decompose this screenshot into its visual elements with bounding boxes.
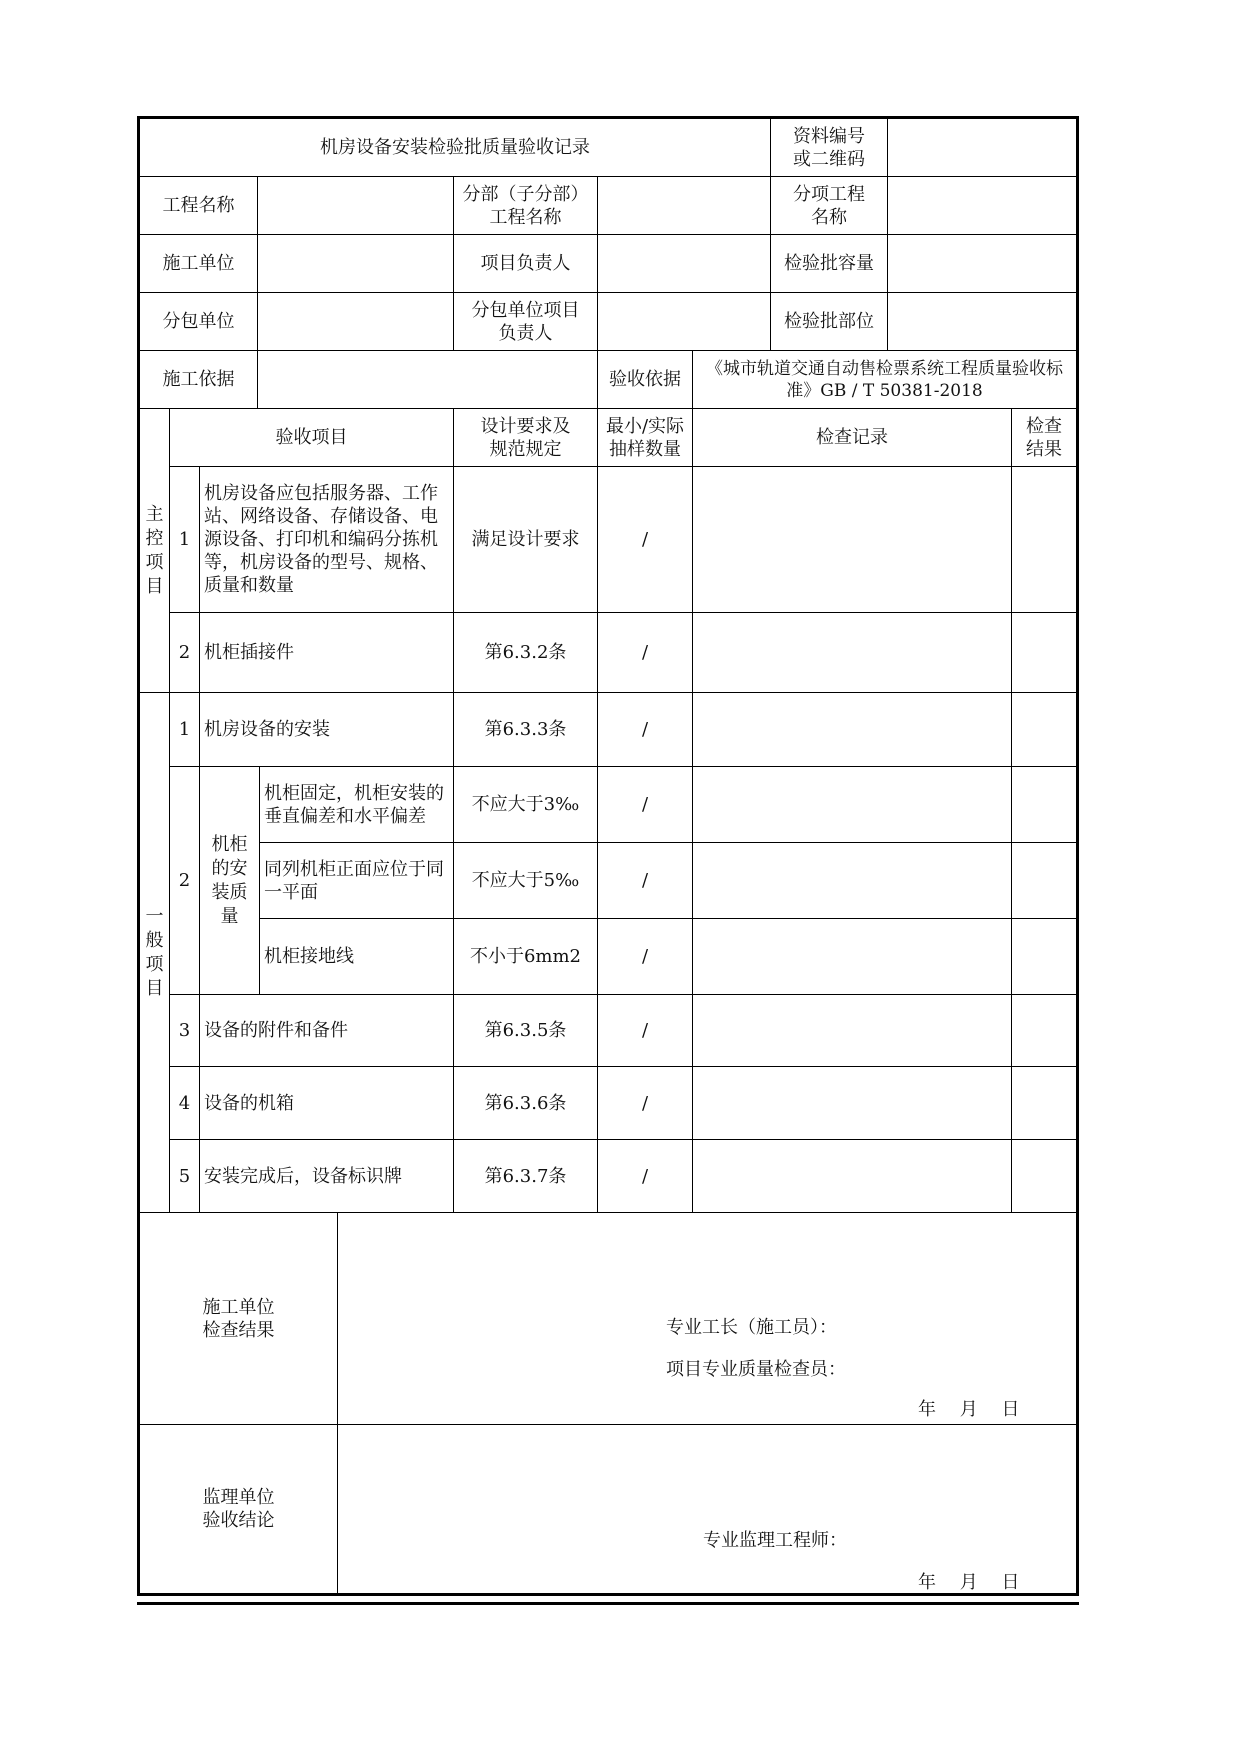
subcontractor-label: 分包单位 bbox=[140, 293, 258, 351]
column-header-record: 检查记录 bbox=[693, 409, 1012, 467]
general-row-5-item: 安装完成后，设备标识牌 bbox=[200, 1140, 454, 1213]
subitem-label: 分项工程 名称 bbox=[771, 177, 888, 235]
batch-location-field[interactable] bbox=[888, 293, 1076, 351]
contractor-field[interactable] bbox=[258, 235, 454, 293]
general-row-2a-item: 机柜固定，机柜安装的垂直偏差和水平偏差 bbox=[260, 767, 454, 843]
doc-number-label: 资料编号 或二维码 bbox=[771, 119, 888, 177]
project-name-field[interactable] bbox=[258, 177, 454, 235]
subitem-field[interactable] bbox=[888, 177, 1076, 235]
sub-manager-label: 分包单位项目 负责人 bbox=[454, 293, 598, 351]
acceptance-basis-value: 《城市轨道交通自动售检票系统工程质量验收标准》GB / T 50381-2018 bbox=[693, 351, 1076, 409]
general-row-3-result[interactable] bbox=[1012, 995, 1076, 1067]
acceptance-record-form bbox=[137, 116, 1079, 1596]
column-header-design: 设计要求及 规范规定 bbox=[454, 409, 598, 467]
general-row-4-record[interactable] bbox=[693, 1067, 1012, 1140]
construction-basis-label: 施工依据 bbox=[140, 351, 258, 409]
main-row-1-result[interactable] bbox=[1012, 467, 1076, 613]
main-row-1-design: 满足设计要求 bbox=[454, 467, 598, 613]
contractor-date: 年 月 日 bbox=[918, 1399, 1020, 1420]
general-row-2a-sample[interactable]: / bbox=[598, 767, 693, 843]
cabinet-quality-group-label: 机柜 的安 装质 量 bbox=[200, 767, 260, 995]
main-row-1-record[interactable] bbox=[693, 467, 1012, 613]
subcontractor-field[interactable] bbox=[258, 293, 454, 351]
general-row-2c-sample[interactable]: / bbox=[598, 919, 693, 995]
construction-basis-field[interactable] bbox=[258, 351, 598, 409]
general-row-4-item: 设备的机箱 bbox=[200, 1067, 454, 1140]
general-row-5-record[interactable] bbox=[693, 1140, 1012, 1213]
general-row-2c-result[interactable] bbox=[1012, 919, 1076, 995]
general-row-2c-item: 机柜接地线 bbox=[260, 919, 454, 995]
main-row-2-sample[interactable]: / bbox=[598, 613, 693, 693]
general-row-2b-design: 不应大于5‰ bbox=[454, 843, 598, 919]
foreman-signature-label: 专业工长（施工员）： bbox=[666, 1317, 837, 1338]
general-row-1-item: 机房设备的安装 bbox=[200, 693, 454, 767]
batch-capacity-field[interactable] bbox=[888, 235, 1076, 293]
general-row-2b-record[interactable] bbox=[693, 843, 1012, 919]
general-row-2c-record[interactable] bbox=[693, 919, 1012, 995]
column-header-item: 验收项目 bbox=[170, 409, 454, 467]
subdivision-label: 分部（子分部） 工程名称 bbox=[454, 177, 598, 235]
main-row-1-sample[interactable]: / bbox=[598, 467, 693, 613]
supervisor-date: 年 月 日 bbox=[918, 1572, 1020, 1593]
contractor-label: 施工单位 bbox=[140, 235, 258, 293]
general-row-5-design: 第6.3.7条 bbox=[454, 1140, 598, 1213]
general-row-1-sample[interactable]: / bbox=[598, 693, 693, 767]
batch-location-label: 检验批部位 bbox=[771, 293, 888, 351]
subdivision-field[interactable] bbox=[598, 177, 771, 235]
general-row-4-result[interactable] bbox=[1012, 1067, 1076, 1140]
batch-capacity-label: 检验批容量 bbox=[771, 235, 888, 293]
main-row-1-item: 机房设备应包括服务器、工作站、网络设备、存储设备、电源设备、打印机和编码分拣机等，机房设备的型号、规格、质量和数量 bbox=[200, 467, 454, 613]
general-row-2b-item: 同列机柜正面应位于同一平面 bbox=[260, 843, 454, 919]
general-row-1-design: 第6.3.3条 bbox=[454, 693, 598, 767]
general-row-3-record[interactable] bbox=[693, 995, 1012, 1067]
project-manager-field[interactable] bbox=[598, 235, 771, 293]
general-row-2-no: 2 bbox=[170, 767, 200, 995]
main-control-group-label: 主 控 项 目 bbox=[140, 409, 170, 693]
general-row-3-no: 3 bbox=[170, 995, 200, 1067]
bottom-rule bbox=[137, 1602, 1079, 1605]
main-row-2-no: 2 bbox=[170, 613, 200, 693]
general-row-2c-design: 不小于6mm2 bbox=[454, 919, 598, 995]
supervising-engineer-signature-label: 专业监理工程师： bbox=[703, 1530, 847, 1551]
general-row-4-no: 4 bbox=[170, 1067, 200, 1140]
general-row-5-no: 5 bbox=[170, 1140, 200, 1213]
general-row-2a-design: 不应大于3‰ bbox=[454, 767, 598, 843]
general-row-5-sample[interactable]: / bbox=[598, 1140, 693, 1213]
general-row-3-item: 设备的附件和备件 bbox=[200, 995, 454, 1067]
general-row-2b-result[interactable] bbox=[1012, 843, 1076, 919]
doc-number-field[interactable] bbox=[888, 119, 1076, 177]
general-group-label: 一 般 项 目 bbox=[140, 693, 170, 1213]
project-name-label: 工程名称 bbox=[140, 177, 258, 235]
general-row-1-result[interactable] bbox=[1012, 693, 1076, 767]
form-title: 机房设备安装检验批质量验收记录 bbox=[140, 119, 771, 177]
project-manager-label: 项目负责人 bbox=[454, 235, 598, 293]
general-row-1-record[interactable] bbox=[693, 693, 1012, 767]
general-row-2b-sample[interactable]: / bbox=[598, 843, 693, 919]
quality-inspector-signature-label: 项目专业质量检查员： bbox=[666, 1359, 846, 1380]
general-row-2a-record[interactable] bbox=[693, 767, 1012, 843]
general-row-5-result[interactable] bbox=[1012, 1140, 1076, 1213]
main-row-1-no: 1 bbox=[170, 467, 200, 613]
contractor-check-label: 施工单位 检查结果 bbox=[140, 1213, 338, 1425]
general-row-2a-result[interactable] bbox=[1012, 767, 1076, 843]
general-row-3-sample[interactable]: / bbox=[598, 995, 693, 1067]
main-row-2-result[interactable] bbox=[1012, 613, 1076, 693]
general-row-1-no: 1 bbox=[170, 693, 200, 767]
main-row-2-record[interactable] bbox=[693, 613, 1012, 693]
column-header-result: 检查 结果 bbox=[1012, 409, 1076, 467]
sub-manager-field[interactable] bbox=[598, 293, 771, 351]
main-row-2-design: 第6.3.2条 bbox=[454, 613, 598, 693]
general-row-4-design: 第6.3.6条 bbox=[454, 1067, 598, 1140]
general-row-3-design: 第6.3.5条 bbox=[454, 995, 598, 1067]
column-header-sample: 最小/实际 抽样数量 bbox=[598, 409, 693, 467]
acceptance-basis-label: 验收依据 bbox=[598, 351, 693, 409]
supervisor-check-label: 监理单位 验收结论 bbox=[140, 1425, 338, 1593]
main-row-2-item: 机柜插接件 bbox=[200, 613, 454, 693]
general-row-4-sample[interactable]: / bbox=[598, 1067, 693, 1140]
